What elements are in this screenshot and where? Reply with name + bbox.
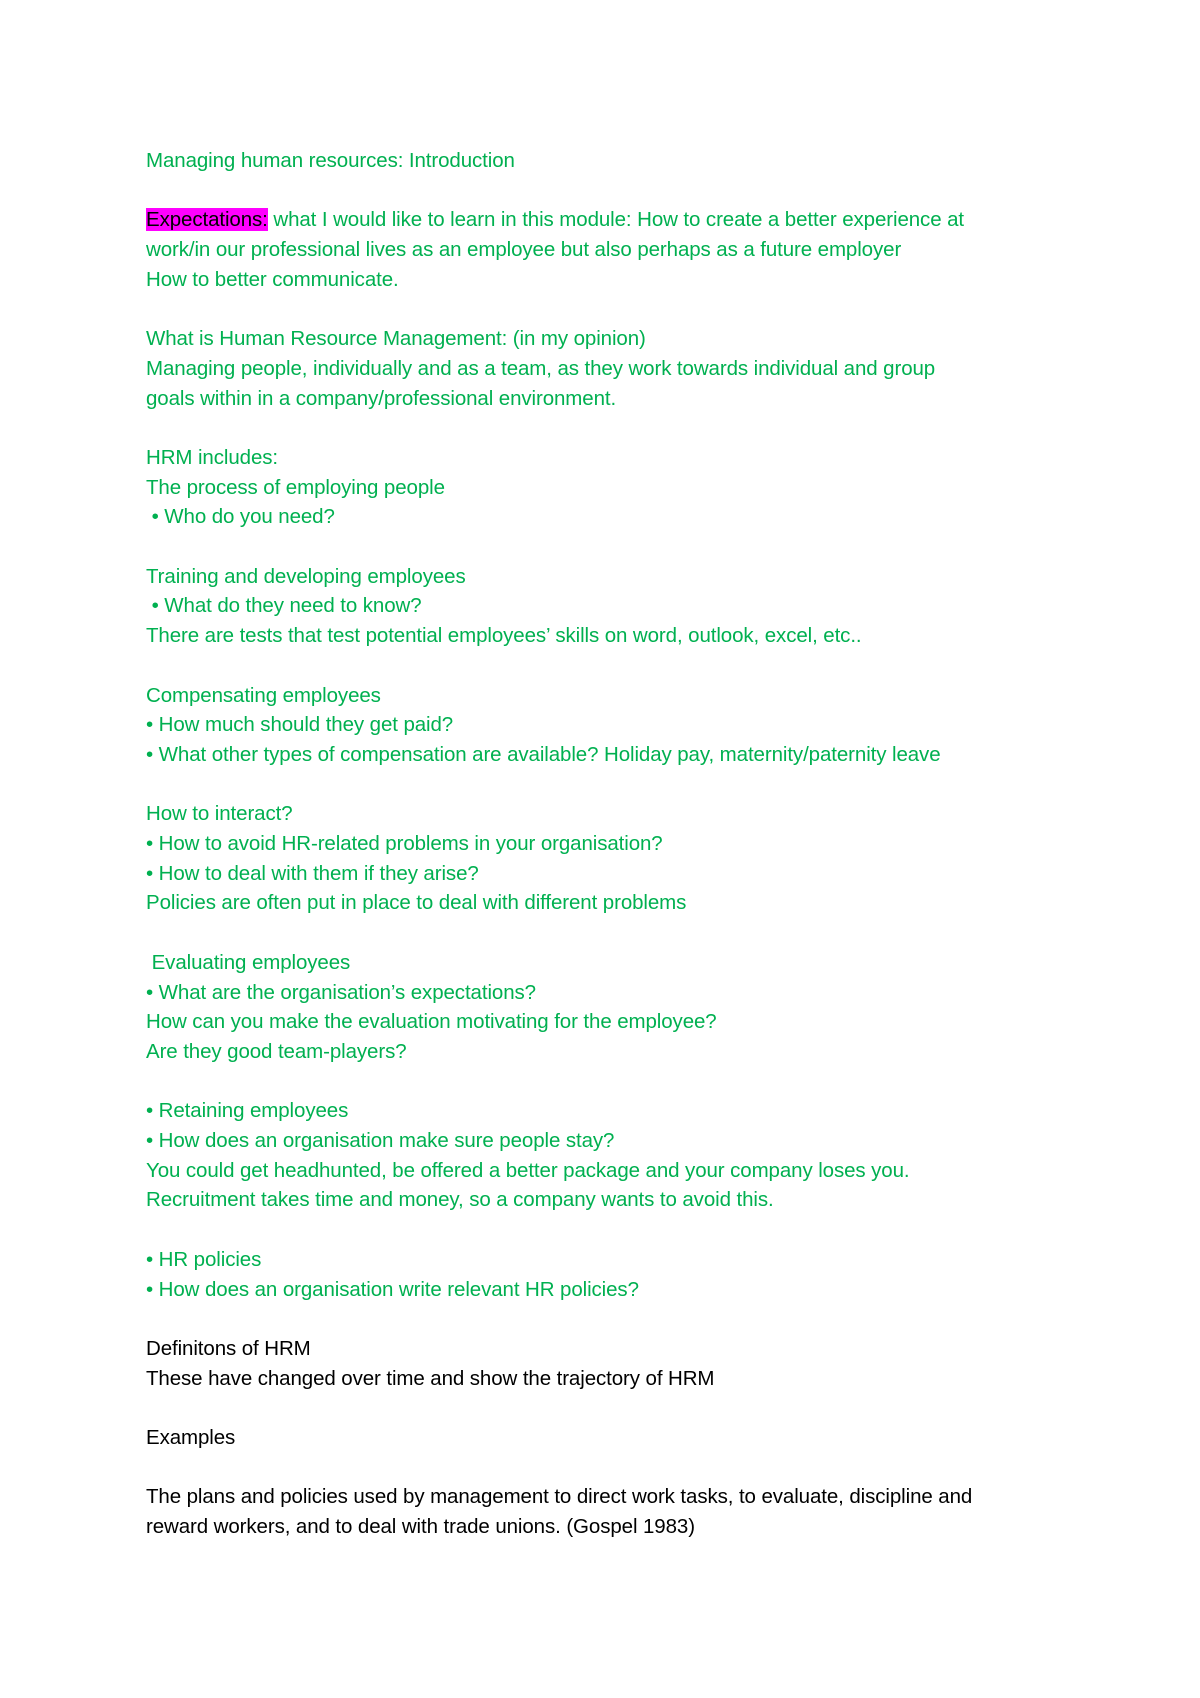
compensating-bullet-1: • How much should they get paid? [146,713,454,737]
interact-bullet-2: • How to deal with them if they arise? [146,861,479,885]
document-body [146,146,1086,1542]
blank-line [146,176,1086,206]
blank-line [146,651,1086,681]
what-is-hrm-line-1: Managing people, individually and as a team, as they work towards individual and group [146,356,936,380]
retaining-note-1: You could get headhunted, be offered a better package and your company loses you. [146,1158,910,1182]
what-is-hrm-line-2: goals within in a company/professional environment. [146,386,617,410]
expectations-text: what I would like to learn in this module: How to create a better experience at [267,208,964,232]
expectations-label: Expectations: [146,208,268,232]
hr-policies-bullet-2: • How does an organisation write relevant HR policies? [146,1277,639,1301]
expectations-line-2: work/in our professional lives as an employee but also perhaps as a future employer [146,238,902,262]
blank-line [146,1304,1086,1334]
blank-line [146,1067,1086,1097]
blank-line [146,1393,1086,1423]
blank-line [146,1453,1086,1483]
hrm-includes-heading: HRM includes: [146,445,278,469]
evaluating-note-2: Are they good team-players? [146,1039,407,1063]
expectations-line-3: How to better communicate. [146,267,399,291]
hrm-includes-bullet-1: • Who do you need? [146,505,335,529]
training-note: There are tests that test potential employees’ skills on word, outlook, excel, etc.. [146,624,862,648]
blank-line [146,918,1086,948]
evaluating-heading: Evaluating employees [146,950,351,974]
what-is-hrm-heading: What is Human Resource Management: (in my opinion) [146,327,646,351]
blank-line [146,295,1086,325]
evaluating-note-1: How can you make the evaluation motivating for the employee? [146,1010,717,1034]
interact-heading: How to interact? [146,802,293,826]
document-title: Managing human resources: Introduction [146,149,515,172]
compensating-bullet-2: • What other types of compensation are available? Holiday pay, maternity/paternity leave [146,742,941,766]
retaining-bullet-1: • Retaining employees [146,1099,349,1123]
hrm-includes-line-1: The process of employing people [146,475,445,499]
expectations-line-1 [146,205,1086,235]
definitions-heading: Definitons of HRM [146,1336,311,1360]
compensating-heading: Compensating employees [146,683,381,707]
example-quote-line-2: reward workers, and to deal with trade unions. (Gospel 1983) [146,1515,695,1539]
blank-line [146,413,1086,443]
interact-note: Policies are often put in place to deal with different problems [146,891,687,915]
retaining-bullet-2: • How does an organisation make sure people stay? [146,1129,615,1153]
definitions-text: These have changed over time and show the trajectory of HRM [146,1366,715,1390]
example-quote-line-1: The plans and policies used by management to direct work tasks, to evaluate, discipline and [146,1485,973,1509]
blank-line [146,532,1086,562]
examples-heading: Examples [146,1426,236,1450]
blank-line [146,770,1086,800]
blank-line [146,1215,1086,1245]
training-bullet-1: • What do they need to know? [146,594,422,618]
evaluating-bullet-1: • What are the organisation’s expectations? [146,980,536,1004]
interact-bullet-1: • How to avoid HR-related problems in your organisation? [146,832,663,856]
hr-policies-bullet-1: • HR policies [146,1247,262,1271]
retaining-note-2: Recruitment takes time and money, so a company wants to avoid this. [146,1188,774,1212]
training-heading: Training and developing employees [146,564,466,588]
